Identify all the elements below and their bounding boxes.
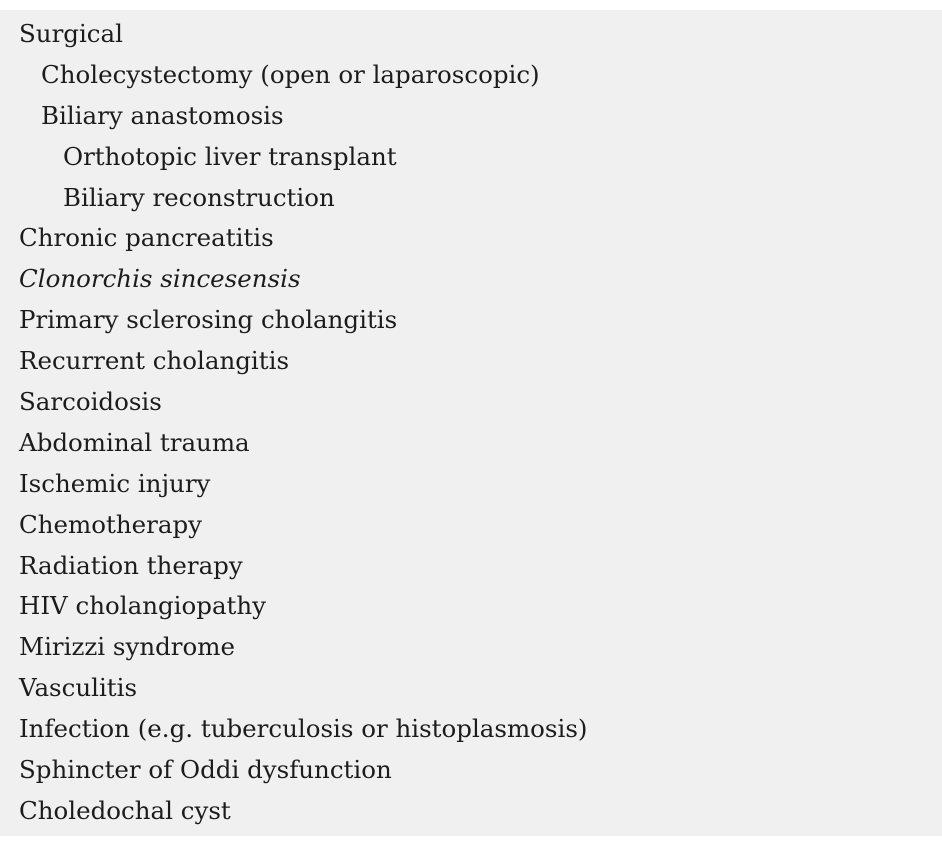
cause-item-infection: Infection (e.g. tuberculosis or histoplasmosis) [19, 714, 588, 744]
cause-item-sarcoidosis: Sarcoidosis [19, 387, 162, 417]
cause-item-chronic-pancreatitis: Chronic pancreatitis [19, 223, 274, 253]
cause-item-ischemic-injury: Ischemic injury [19, 468, 211, 498]
cause-item-cholecystectomy: Cholecystectomy (open or laparoscopic) [41, 59, 540, 89]
cause-item-recurrent-cholangitis: Recurrent cholangitis [19, 346, 290, 376]
cause-item-choledochal-cyst: Choledochal cyst [19, 795, 231, 825]
cause-item-vasculitis: Vasculitis [19, 673, 138, 703]
cause-item-primary-sclerosing-cholangitis: Primary sclerosing cholangitis [19, 305, 398, 335]
cause-item-clonorchis-sincesensis: Clonorchis sincesensis [19, 264, 301, 294]
cause-item-sphincter-of-oddi-dysfunction: Sphincter of Oddi dysfunction [19, 755, 392, 785]
cause-item-hiv-cholangiopathy: HIV cholangiopathy [19, 591, 267, 621]
cause-item-abdominal-trauma: Abdominal trauma [19, 427, 250, 457]
cause-item-surgical: Surgical [19, 19, 123, 48]
causes-list [0, 14, 587, 832]
cause-item-mirizzi-syndrome: Mirizzi syndrome [19, 632, 235, 662]
causes-table-panel [0, 10, 942, 836]
cause-item-biliary-anastomosis: Biliary anastomosis [41, 100, 284, 130]
cause-item-biliary-reconstruction: Biliary reconstruction [63, 182, 335, 212]
cause-item-radiation-therapy: Radiation therapy [19, 550, 243, 580]
cause-item-orthotopic-liver-transplant: Orthotopic liver transplant [63, 141, 397, 171]
cause-item-chemotherapy: Chemotherapy [19, 509, 202, 539]
